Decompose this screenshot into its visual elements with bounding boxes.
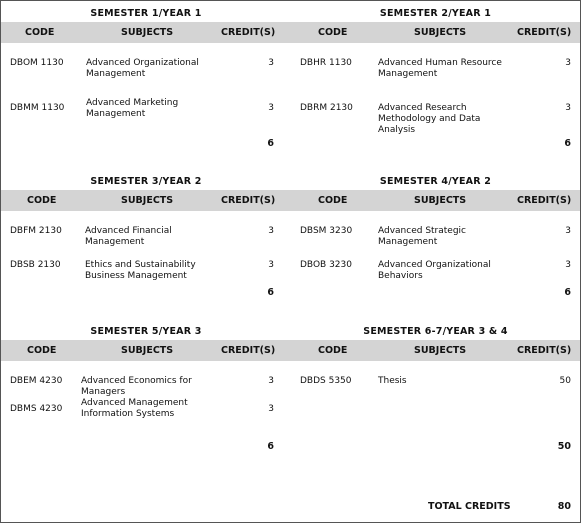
credits-header: CREDIT(S) bbox=[517, 195, 572, 206]
course-code: DBDS 5350 bbox=[300, 376, 352, 386]
course-code: DBOM 1130 bbox=[10, 58, 64, 68]
course-credits: 3 bbox=[565, 226, 571, 236]
semester-title: SEMESTER 3/YEAR 2 bbox=[90, 176, 202, 187]
code-header: CODE bbox=[318, 195, 348, 206]
semester-total: 6 bbox=[267, 138, 274, 149]
course-subject: Advanced Economics for Managers bbox=[81, 376, 192, 397]
course-code: DBSM 3230 bbox=[300, 226, 353, 236]
subjects-header: SUBJECTS bbox=[414, 27, 467, 38]
total-credits-label: TOTAL CREDITS bbox=[428, 501, 511, 512]
credits-header: CREDIT(S) bbox=[517, 27, 572, 38]
course-credits: 3 bbox=[565, 58, 571, 68]
table-header bbox=[291, 340, 580, 361]
semester-title: SEMESTER 1/YEAR 1 bbox=[90, 8, 202, 19]
semester-title: SEMESTER 2/YEAR 1 bbox=[379, 8, 492, 19]
semester-2-table bbox=[291, 1, 580, 161]
credits-header: CREDIT(S) bbox=[221, 27, 276, 38]
course-subject: Advanced Financial Management bbox=[85, 226, 172, 247]
code-header: CODE bbox=[318, 27, 348, 38]
table-header bbox=[1, 190, 291, 211]
course-code: DBEM 4230 bbox=[10, 376, 63, 386]
course-code: DBRM 2130 bbox=[300, 103, 353, 113]
subjects-header: SUBJECTS bbox=[121, 345, 174, 356]
course-code: DBMS 4230 bbox=[10, 404, 63, 414]
course-code: DBSB 2130 bbox=[10, 260, 61, 270]
semester-4-table bbox=[291, 169, 580, 309]
code-header: CODE bbox=[25, 27, 55, 38]
course-credits: 3 bbox=[565, 103, 571, 113]
semester-1-table bbox=[1, 1, 291, 161]
subjects-header: SUBJECTS bbox=[414, 345, 467, 356]
code-header: CODE bbox=[27, 345, 57, 356]
course-credits: 3 bbox=[268, 103, 274, 113]
semester-total: 50 bbox=[557, 441, 571, 452]
semester-total: 6 bbox=[267, 441, 274, 452]
credits-header: CREDIT(S) bbox=[221, 195, 276, 206]
semester-5-table bbox=[1, 319, 291, 459]
semester-total: 6 bbox=[564, 287, 571, 298]
semester-title: SEMESTER 5/YEAR 3 bbox=[90, 326, 202, 337]
subjects-header: SUBJECTS bbox=[121, 27, 174, 38]
course-subject: Ethics and Sustainability Business Management bbox=[85, 260, 196, 281]
semester-3-table bbox=[1, 169, 291, 309]
table-header bbox=[1, 340, 291, 361]
credits-header: CREDIT(S) bbox=[517, 345, 572, 356]
course-credits: 3 bbox=[268, 260, 274, 270]
table-header bbox=[291, 190, 580, 211]
course-code: DBHR 1130 bbox=[300, 58, 352, 68]
course-subject: Advanced Research Methodology and Data Analysis bbox=[378, 103, 481, 135]
semester-title: SEMESTER 6-7/YEAR 3 & 4 bbox=[363, 326, 508, 337]
subjects-header: SUBJECTS bbox=[414, 195, 467, 206]
course-subject: Advanced Marketing Management bbox=[86, 98, 179, 119]
semester-title: SEMESTER 4/YEAR 2 bbox=[379, 176, 492, 187]
course-credits: 3 bbox=[268, 58, 274, 68]
course-credits: 3 bbox=[565, 260, 571, 270]
course-subject: Advanced Management Information Systems bbox=[81, 398, 188, 419]
total-credits-value: 80 bbox=[557, 501, 571, 512]
semester-total: 6 bbox=[267, 287, 274, 298]
course-subject: Advanced Organizational Behaviors bbox=[378, 260, 491, 281]
code-header: CODE bbox=[318, 345, 348, 356]
table-header bbox=[291, 22, 580, 43]
course-code: DBOB 3230 bbox=[300, 260, 352, 270]
semester-total: 6 bbox=[564, 138, 571, 149]
table-header bbox=[1, 22, 291, 43]
subjects-header: SUBJECTS bbox=[121, 195, 174, 206]
course-subject: Thesis bbox=[378, 376, 407, 386]
course-code: DBFM 2130 bbox=[10, 226, 62, 236]
semester-6-7-table bbox=[291, 319, 580, 459]
credits-header: CREDIT(S) bbox=[221, 345, 276, 356]
course-credits: 3 bbox=[268, 226, 274, 236]
course-credits: 3 bbox=[268, 376, 274, 386]
course-credits: 3 bbox=[268, 404, 274, 414]
code-header: CODE bbox=[27, 195, 57, 206]
course-subject: Advanced Strategic Management bbox=[378, 226, 467, 247]
course-subject: Advanced Organizational Management bbox=[86, 58, 199, 79]
course-subject: Advanced Human Resource Management bbox=[378, 58, 502, 79]
course-credits: 50 bbox=[559, 376, 571, 386]
course-code: DBMM 1130 bbox=[10, 103, 65, 113]
